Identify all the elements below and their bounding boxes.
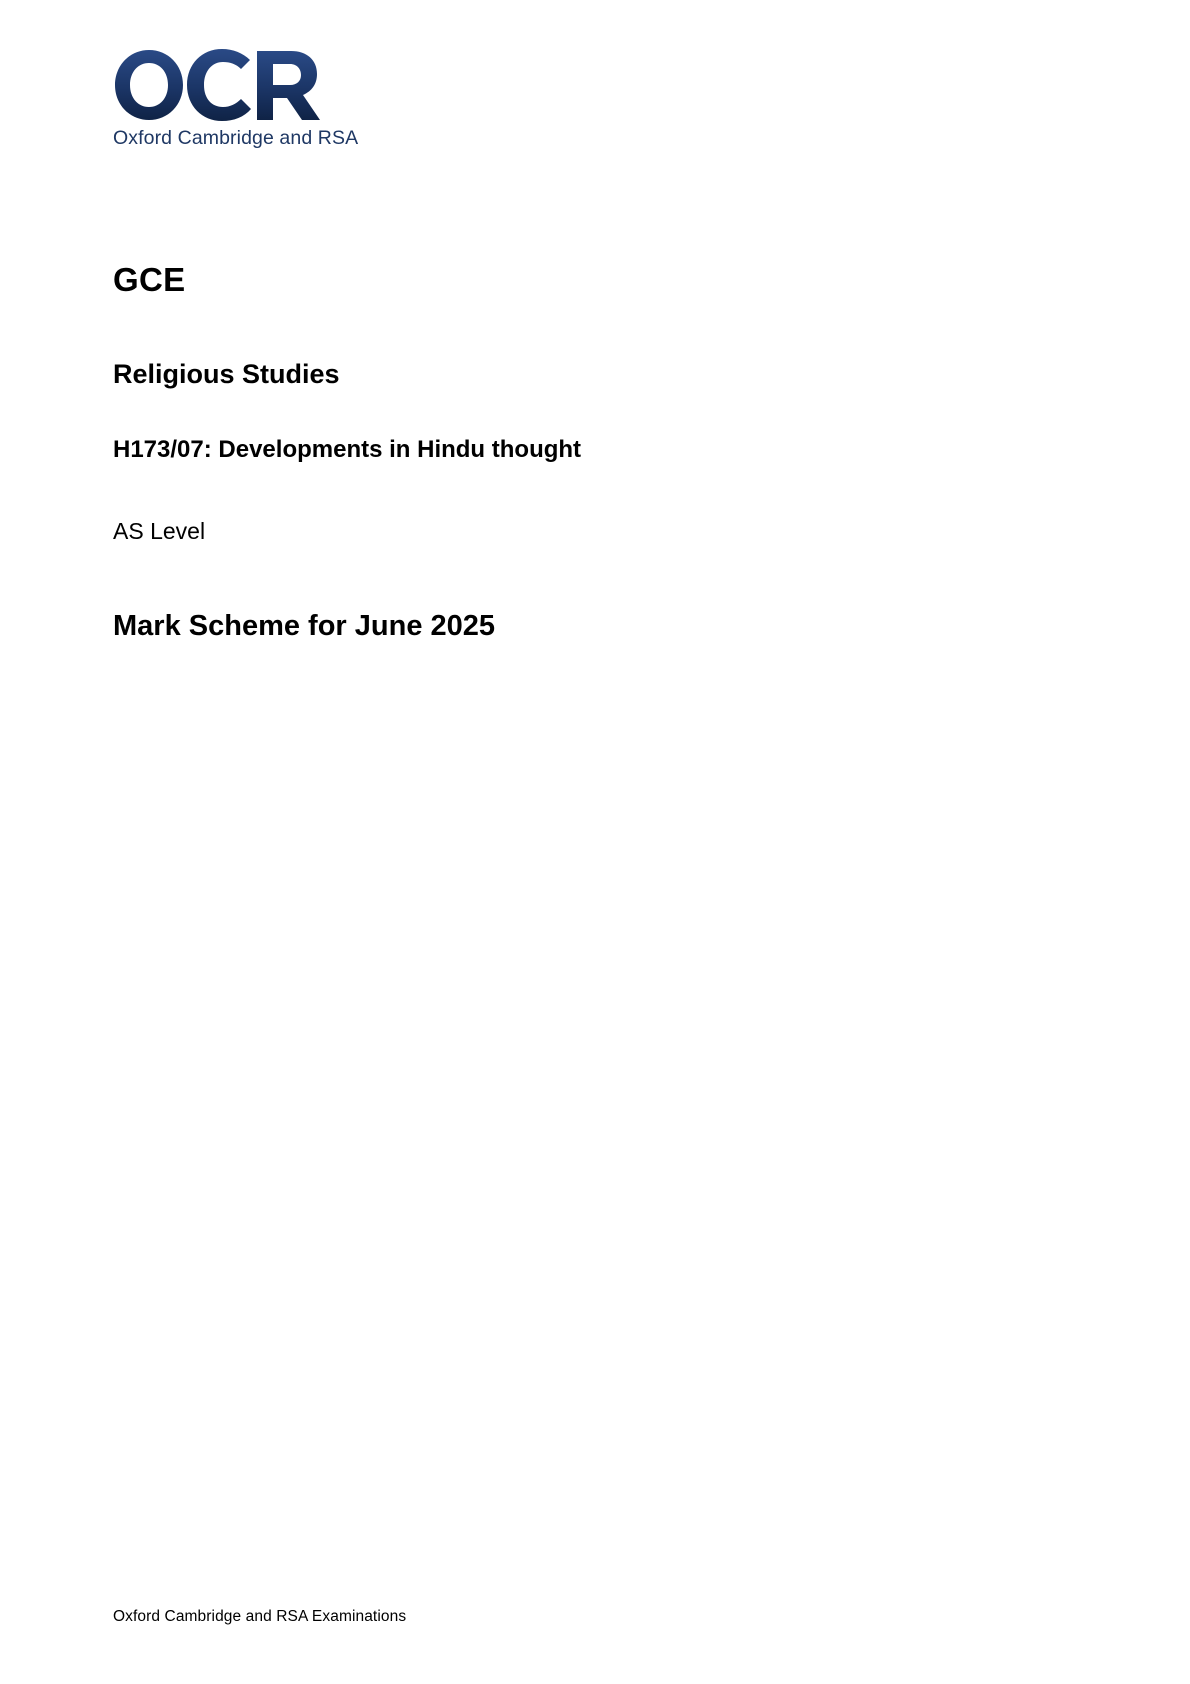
ocr-logo (113, 48, 359, 150)
page-footer: Oxford Cambridge and RSA Examinations (113, 1608, 407, 1625)
qualification-title: GCE (113, 261, 186, 298)
subject-title: Religious Studies (113, 359, 340, 390)
document-type-title: Mark Scheme for June 2025 (113, 609, 496, 642)
unit-code-title: H173/07: Developments in Hindu thought (113, 435, 582, 463)
ocr-strapline: Oxford Cambridge and RSA (113, 127, 359, 149)
cover-title-block (113, 262, 1013, 643)
qualification-level: AS Level (113, 518, 206, 545)
ocr-wordmark-icon (113, 48, 343, 123)
